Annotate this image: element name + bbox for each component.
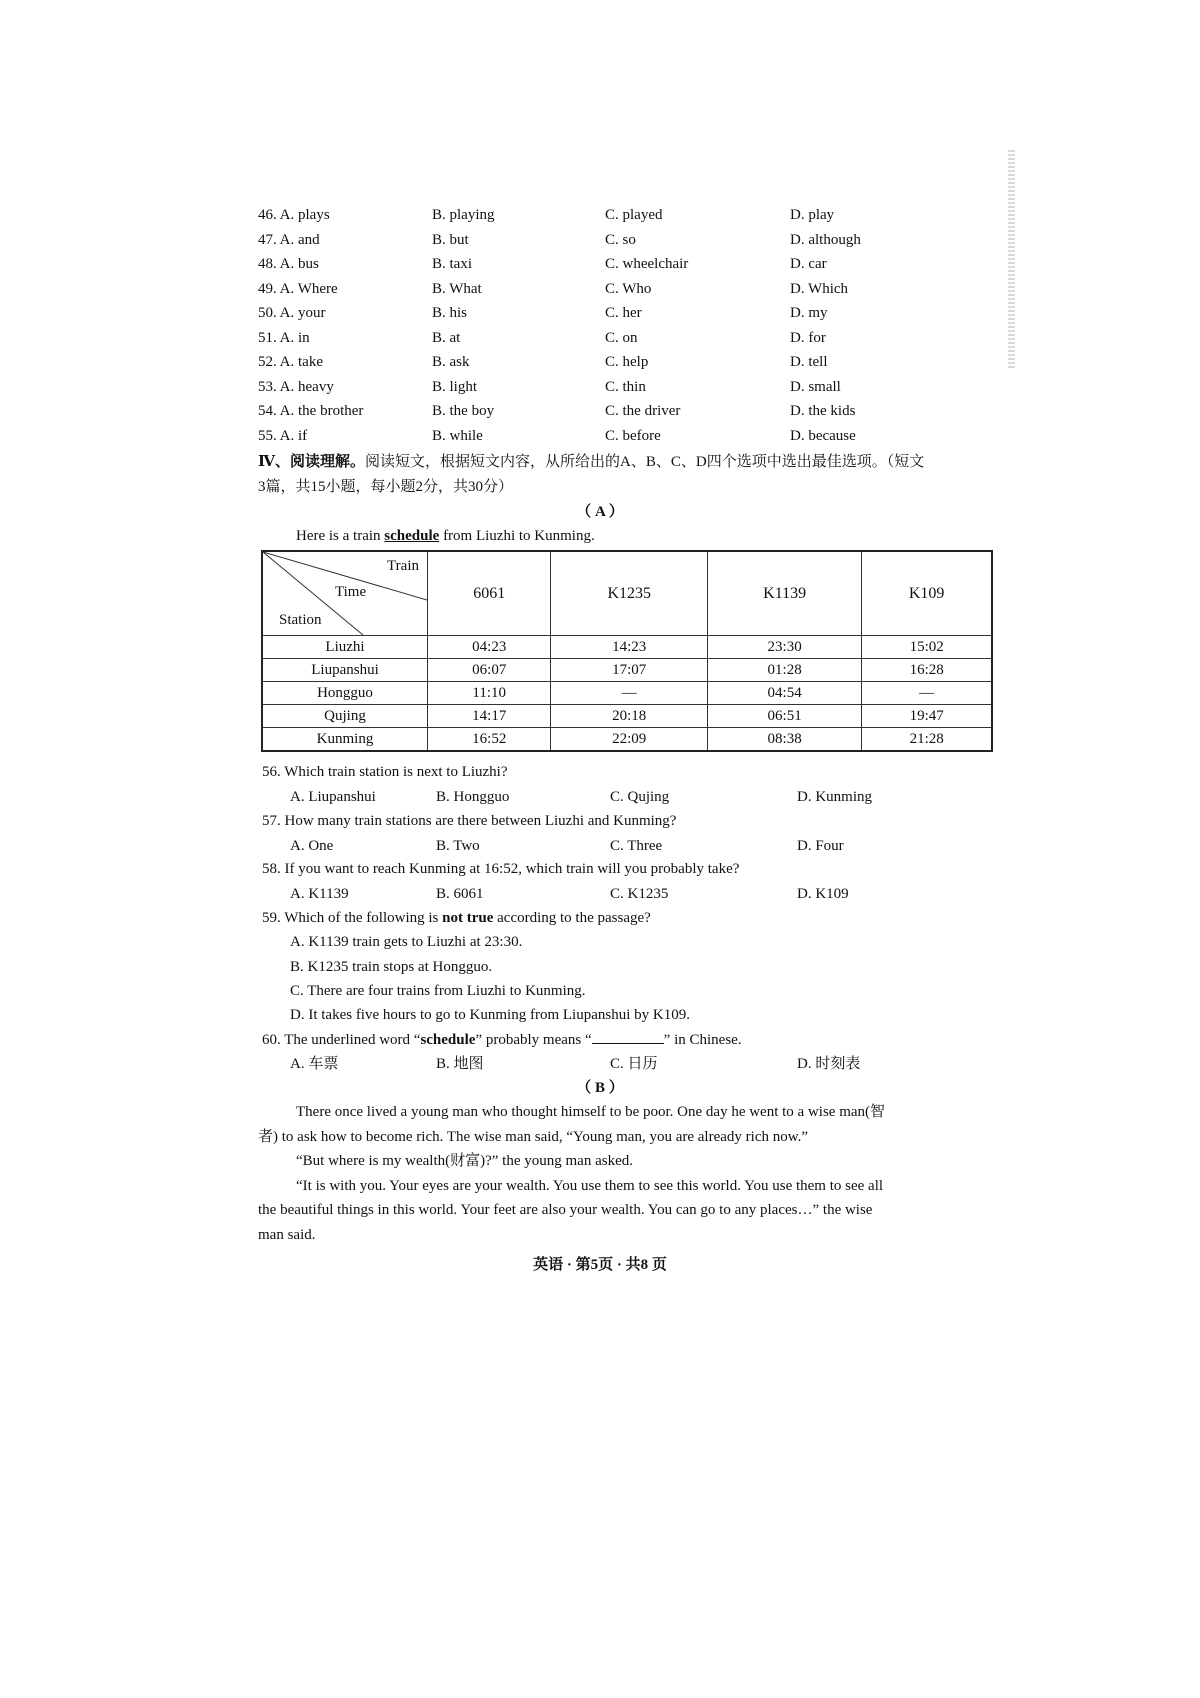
passage-b-p2: “But where is my wealth(财富)?” the young man asked. bbox=[296, 1153, 633, 1169]
option-c: C. the driver bbox=[605, 403, 681, 419]
option-a: 53. A. heavy bbox=[258, 378, 334, 395]
option-b: B. his bbox=[432, 305, 468, 321]
train-header-cell: K109 bbox=[862, 551, 992, 636]
question-60 bbox=[262, 1028, 742, 1052]
q59-option-d: D. It takes five hours to go to Kunming from Liupanshui by K109. bbox=[290, 1007, 690, 1023]
option-b: B. playing bbox=[432, 207, 495, 223]
option-c: C. Who bbox=[605, 280, 652, 297]
question-56-options bbox=[290, 785, 990, 809]
option-c: C. Three bbox=[610, 838, 663, 854]
option-b: B. 地图 bbox=[436, 1056, 484, 1072]
option-a: A. Liupanshui bbox=[290, 789, 376, 805]
option-a: A. K1139 bbox=[290, 886, 349, 902]
time-cell: 04:23 bbox=[428, 636, 551, 659]
passage-b-label: （ B ） bbox=[576, 1080, 624, 1096]
option-a: 51. A. in bbox=[258, 329, 310, 346]
option-d: D. 时刻表 bbox=[797, 1056, 861, 1072]
table-row bbox=[262, 659, 992, 682]
time-cell: 06:07 bbox=[428, 659, 551, 682]
option-b: B. taxi bbox=[432, 256, 472, 272]
q59-option-b: B. K1235 train stops at Hongguo. bbox=[290, 959, 493, 975]
table-row bbox=[262, 728, 992, 752]
table-row bbox=[262, 636, 992, 659]
option-d: D. small bbox=[790, 378, 841, 395]
option-row bbox=[258, 228, 1018, 252]
option-a: A. 车票 bbox=[290, 1056, 339, 1072]
station-cell: Hongguo bbox=[262, 682, 428, 705]
option-a: 48. A. bus bbox=[258, 256, 319, 272]
question-59 bbox=[262, 906, 651, 930]
train-header-cell: K1139 bbox=[707, 551, 861, 636]
corner-train-label: Train bbox=[387, 558, 419, 574]
q59-option-c: C. There are four trains from Liuzhi to Kunming. bbox=[290, 983, 586, 999]
option-b: B. while bbox=[432, 427, 483, 444]
option-c: C. wheelchair bbox=[605, 256, 689, 272]
option-b: B. What bbox=[432, 280, 482, 297]
option-row bbox=[258, 203, 1018, 227]
time-cell: 04:54 bbox=[707, 682, 861, 705]
corner-station-label: Station bbox=[279, 612, 322, 628]
time-cell: 23:30 bbox=[707, 636, 861, 659]
answer-blank bbox=[592, 1029, 664, 1044]
passage-b-p1-line2: 者) to ask how to become rich. The wise man said, “Young man, you are already rich now.” bbox=[258, 1129, 808, 1145]
option-d: D. although bbox=[790, 231, 861, 248]
time-cell: 15:02 bbox=[862, 636, 992, 659]
option-c: C. Qujing bbox=[610, 789, 670, 805]
option-a: 52. A. take bbox=[258, 354, 323, 370]
option-d: D. play bbox=[790, 207, 835, 223]
page-footer: 英语 · 第5页 · 共8 页 bbox=[533, 1257, 667, 1273]
time-cell: 14:17 bbox=[428, 705, 551, 728]
station-cell: Liuzhi bbox=[262, 636, 428, 659]
option-b: B. at bbox=[432, 329, 461, 346]
option-b: B. Two bbox=[436, 838, 480, 854]
time-cell: 14:23 bbox=[551, 636, 707, 659]
option-row bbox=[258, 399, 1018, 423]
option-a: 54. A. the brother bbox=[258, 403, 364, 419]
station-cell: Kunming bbox=[262, 728, 428, 752]
option-c: C. K1235 bbox=[610, 886, 669, 902]
option-c: C. 日历 bbox=[610, 1056, 658, 1072]
table-row bbox=[262, 705, 992, 728]
option-d: D. my bbox=[790, 305, 828, 321]
option-row bbox=[258, 277, 1018, 301]
question-57: 57. How many train stations are there between Liuzhi and Kunming? bbox=[262, 813, 677, 829]
option-d: D. K109 bbox=[797, 886, 849, 902]
question-57-options bbox=[290, 834, 990, 858]
passage-a-label: （ A ） bbox=[576, 504, 624, 520]
question-60-options bbox=[290, 1052, 990, 1076]
option-d: D. Which bbox=[790, 280, 849, 297]
option-c: C. so bbox=[605, 231, 636, 248]
option-b: B. 6061 bbox=[436, 886, 484, 902]
option-c: C. her bbox=[605, 305, 642, 321]
time-cell: 16:28 bbox=[862, 659, 992, 682]
option-c: C. before bbox=[605, 427, 661, 444]
option-a: 47. A. and bbox=[258, 231, 320, 248]
train-header-cell: K1235 bbox=[551, 551, 707, 636]
option-c: C. played bbox=[605, 207, 663, 223]
option-d: D. Kunming bbox=[797, 789, 872, 805]
time-cell: 19:47 bbox=[862, 705, 992, 728]
station-cell: Liupanshui bbox=[262, 659, 428, 682]
option-b: B. but bbox=[432, 231, 469, 248]
corner-time-label: Time bbox=[335, 584, 367, 600]
time-cell: 20:18 bbox=[551, 705, 707, 728]
table-header-row bbox=[262, 551, 992, 636]
option-d: D. for bbox=[790, 329, 826, 346]
q60-middle: ” probably means “ bbox=[475, 1032, 592, 1048]
time-cell: 08:38 bbox=[707, 728, 861, 752]
option-a: A. One bbox=[290, 838, 334, 854]
time-cell: 11:10 bbox=[428, 682, 551, 705]
option-c: C. thin bbox=[605, 378, 646, 395]
option-row bbox=[258, 301, 1018, 325]
option-d: D. because bbox=[790, 427, 856, 444]
option-row bbox=[258, 350, 1018, 374]
schedule-underlined-word: schedule bbox=[384, 528, 440, 544]
option-row bbox=[258, 424, 1018, 448]
option-a: 55. A. if bbox=[258, 427, 308, 444]
time-cell: — bbox=[551, 682, 707, 705]
question-58-options bbox=[290, 882, 990, 906]
passage-b-p1-line1: There once lived a young man who thought himself to be poor. One day he went to a wise man(智 bbox=[296, 1104, 886, 1120]
passage-b-p3-line1: “It is with you. Your eyes are your wealth. You use them to see this world. You use them to see all bbox=[296, 1178, 884, 1194]
section4-instruction bbox=[258, 450, 998, 475]
q60-before: 60. The underlined word “ bbox=[262, 1032, 421, 1048]
intro-after: from Liuzhi to Kunming. bbox=[439, 528, 595, 544]
table-row bbox=[262, 682, 992, 705]
passage-b-p3-line3: man said. bbox=[258, 1227, 316, 1243]
option-b: B. the boy bbox=[432, 403, 495, 419]
option-d: D. tell bbox=[790, 354, 828, 370]
passage-a-intro bbox=[296, 524, 1036, 549]
option-b: B. Hongguo bbox=[436, 789, 510, 805]
question-56: 56. Which train station is next to Liuzhi? bbox=[262, 764, 508, 780]
option-b: B. ask bbox=[432, 354, 470, 370]
option-row bbox=[258, 375, 1018, 399]
question-58: 58. If you want to reach Kunming at 16:52, which train will you probably take? bbox=[262, 861, 740, 877]
option-row bbox=[258, 326, 1018, 350]
time-cell: 16:52 bbox=[428, 728, 551, 752]
option-b: B. light bbox=[432, 378, 478, 395]
option-c: C. help bbox=[605, 354, 649, 370]
corner-cell bbox=[262, 551, 428, 636]
time-cell: 21:28 bbox=[862, 728, 992, 752]
option-d: D. car bbox=[790, 256, 827, 272]
option-row bbox=[258, 252, 1018, 276]
section4-instruction-line2: 3篇，共15小题，每小题2分，共30分） bbox=[258, 479, 514, 495]
train-schedule-table bbox=[261, 550, 993, 752]
q60-after: ” in Chinese. bbox=[663, 1032, 742, 1048]
q59-option-a: A. K1139 train gets to Liuzhi at 23:30. bbox=[290, 934, 523, 950]
option-a: 46. A. plays bbox=[258, 207, 330, 223]
option-a: 49. A. Where bbox=[258, 280, 338, 297]
time-cell: 01:28 bbox=[707, 659, 861, 682]
q60-bold: schedule bbox=[420, 1032, 476, 1048]
time-cell: 17:07 bbox=[551, 659, 707, 682]
station-cell: Qujing bbox=[262, 705, 428, 728]
time-cell: — bbox=[862, 682, 992, 705]
train-header-cell: 6061 bbox=[428, 551, 551, 636]
q59-before: 59. Which of the following is bbox=[262, 910, 443, 926]
option-d: D. Four bbox=[797, 838, 844, 854]
intro-before: Here is a train bbox=[296, 528, 385, 544]
option-a: 50. A. your bbox=[258, 305, 326, 321]
q59-bold: not true bbox=[442, 910, 494, 926]
section4-heading: Ⅳ、阅读理解。 bbox=[258, 454, 366, 470]
time-cell: 06:51 bbox=[707, 705, 861, 728]
passage-b-p3-line2: the beautiful things in this world. Your feet are also your wealth. You can go to any places…” the wise bbox=[258, 1202, 873, 1218]
q59-after: according to the passage? bbox=[493, 910, 651, 926]
time-cell: 22:09 bbox=[551, 728, 707, 752]
option-d: D. the kids bbox=[790, 403, 856, 419]
option-c: C. on bbox=[605, 329, 638, 346]
section4-instruction-line1: 阅读短文，根据短文内容，从所给出的A、B、C、D四个选项中选出最佳选项。（短文 bbox=[365, 454, 925, 470]
